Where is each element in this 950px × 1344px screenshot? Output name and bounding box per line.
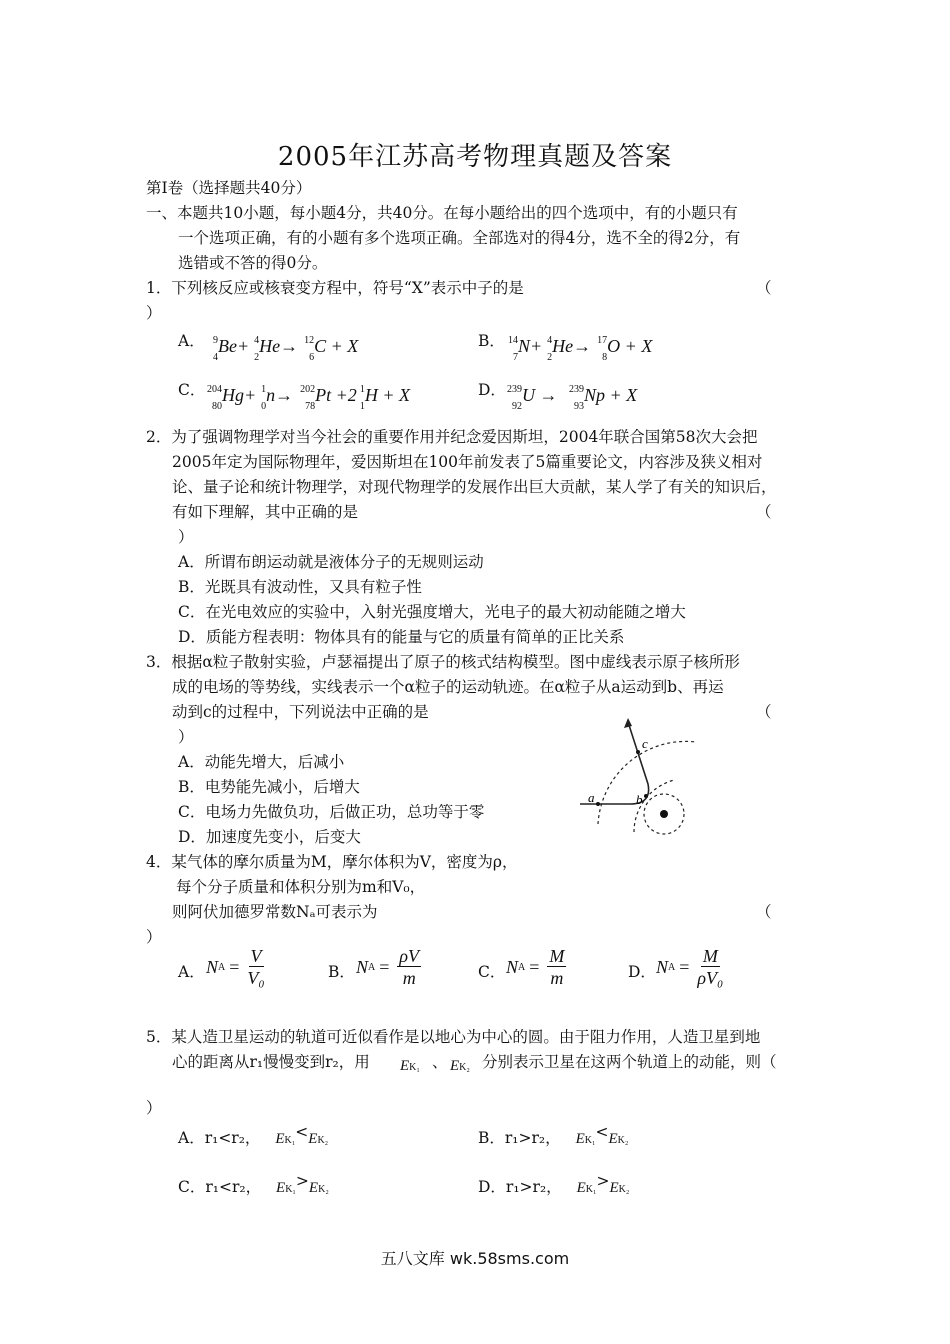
- q4-paren-close: ）: [146, 928, 162, 946]
- q2-line-4: 有如下理解，其中正确的是: [172, 503, 359, 521]
- q2-option-c: C．在光电效应的实验中，入射光强度增大，光电子的最大初动能随之增大: [178, 603, 686, 621]
- q1-paren-close: ）: [146, 304, 162, 322]
- q2-line-2: 2005年定为国际物理年，爱因斯坦在100年前发表了5篇重要论文，内容涉及狭义相对: [172, 453, 763, 471]
- q2-line-3: 论、量子论和统计物理学，对现代物理学的发展作出巨大贡献，某人学了有关的知识后，: [172, 478, 777, 496]
- q1-option-d-equation: 239 92 U → 239 93 Np + X: [507, 383, 638, 412]
- q5-line-1: 5．某人造卫星运动的轨道可近似看作是以地心为中心的圆。由于阻力作用，人造卫星到地: [146, 1028, 761, 1046]
- q4-option-c-formula: N A = $\frac{M}{m}$: [506, 946, 565, 988]
- q5-option-b: B．r₁>r₂， EK₁<EK₂: [478, 1123, 629, 1147]
- page-title: 2005年江苏高考物理真题及答案: [277, 142, 673, 172]
- q1-option-a-label: A．: [178, 332, 205, 350]
- q5-option-d: D．r₁>r₂， EK₁>EK₂: [478, 1172, 630, 1196]
- q1-option-a-equation: 9 4 Be+ 4 2 He→ 12 6 C + X: [213, 334, 359, 363]
- q5-option-a: A．r₁<r₂， EK₁<EK₂: [178, 1123, 329, 1147]
- q4-option-b-label: B．: [328, 963, 355, 981]
- q4-line-2: 每个分子质量和体积分别为m和V₀，: [176, 878, 426, 896]
- q4-option-a-formula: N A = $\frac{V}{\text{V₀}}$: [206, 946, 265, 988]
- alpha-scattering-figure: [570, 712, 710, 842]
- point-b-label: b: [636, 792, 643, 807]
- q4-option-d-formula: N A = $\frac{M}{\text{ρV₀}}$: [656, 946, 724, 988]
- q3-line-1: 3．根据α粒子散射实验，卢瑟福提出了原子的核式结构模型。图中虚线表示原子核所形: [146, 653, 740, 671]
- q2-option-a: A．所谓布朗运动就是液体分子的无规则运动: [178, 553, 484, 571]
- trajectory-arrow-icon: [624, 718, 632, 728]
- point-a-label: a: [588, 790, 595, 805]
- q4-line-3: 则阿伏加德罗常数Nₐ可表示为: [172, 903, 378, 921]
- q3-line-2: 成的电场的等势线，实线表示一个α粒子的运动轨迹。在α粒子从a运动到b、再运: [172, 678, 724, 696]
- q3-option-d: D．加速度先变小，后变大: [178, 828, 361, 846]
- q1-option-d-label: D．: [478, 381, 506, 399]
- instructions-line-1: 一、本题共10小题，每小题4分，共40分。在每小题给出的四个选项中，有的小题只有: [146, 204, 738, 222]
- q5-line-2a: 心的距离从r₁慢慢变到r₂，用: [172, 1053, 370, 1071]
- q4-option-b-formula: N A = $\frac{\rho V}{m}$: [356, 946, 420, 988]
- section-header: 第Ⅰ卷（选择题共40分）: [146, 179, 312, 197]
- q3-option-c: C．电场力先做负功，后做正功，总功等于零: [178, 803, 485, 821]
- q5-ek1: EK₁: [400, 1058, 420, 1074]
- q4-paren-open: （: [756, 903, 772, 921]
- q2-line-1: 2．为了强调物理学对当今社会的重要作用并纪念爱因斯坦，2004年联合国第58次大会把: [146, 428, 758, 446]
- q4-option-d-label: D．: [628, 963, 656, 981]
- q4-option-a-label: A．: [178, 963, 205, 981]
- q1-option-b-equation: 14 7 N+ 4 2 He→ 17 8 O + X: [508, 334, 653, 363]
- q4-option-c-label: C．: [478, 963, 506, 981]
- q1-option-c-label: C．: [178, 381, 206, 399]
- nucleus-dot: [660, 810, 668, 818]
- footer-watermark: 五八文库 wk.58sms.com: [380, 1249, 570, 1268]
- q5-paren-close: ）: [146, 1099, 162, 1117]
- q3-option-a: A．动能先增大，后减小: [178, 753, 345, 771]
- q1-option-c-equation: 204 80 Hg+ 1 0 n→ 202 78 Pt +2 1 1 H + X: [207, 383, 410, 412]
- q5-ek2: EK₂: [450, 1058, 470, 1074]
- q5-option-c: C．r₁<r₂， EK₁>EK₂: [178, 1172, 329, 1196]
- q2-paren-open: （: [756, 503, 772, 521]
- q4-line-1: 4．某气体的摩尔质量为M，摩尔体积为V，密度为ρ，: [146, 853, 518, 871]
- q3-paren-open: （: [756, 703, 772, 721]
- q5-line-2b: 分别表示卫星在这两个轨道上的动能，则（: [482, 1053, 777, 1071]
- point-c-label: c: [642, 736, 648, 751]
- q1-option-b-label: B．: [478, 332, 505, 350]
- q3-option-b: B．电势能先减小，后增大: [178, 778, 360, 796]
- instructions-line-3: 选错或不答的得0分。: [178, 254, 328, 272]
- q3-paren-close: ）: [178, 728, 194, 746]
- q2-paren-close: ）: [178, 528, 194, 546]
- q2-option-b: B．光既具有波动性，又具有粒子性: [178, 578, 422, 596]
- q1-paren-open: （: [756, 279, 772, 297]
- q5-line-2-sep: 、: [432, 1053, 448, 1071]
- q3-line-3: 动到c的过程中，下列说法中正确的是: [172, 703, 429, 721]
- q2-option-d: D．质能方程表明：物体具有的能量与它的质量有简单的正比关系: [178, 628, 625, 646]
- instructions-line-2: 一个选项正确，有的小题有多个选项正确。全部选对的得4分，选不全的得2分，有: [178, 229, 741, 247]
- q1-stem: 1．下列核反应或核衰变方程中，符号“X”表示中子的是: [146, 279, 524, 297]
